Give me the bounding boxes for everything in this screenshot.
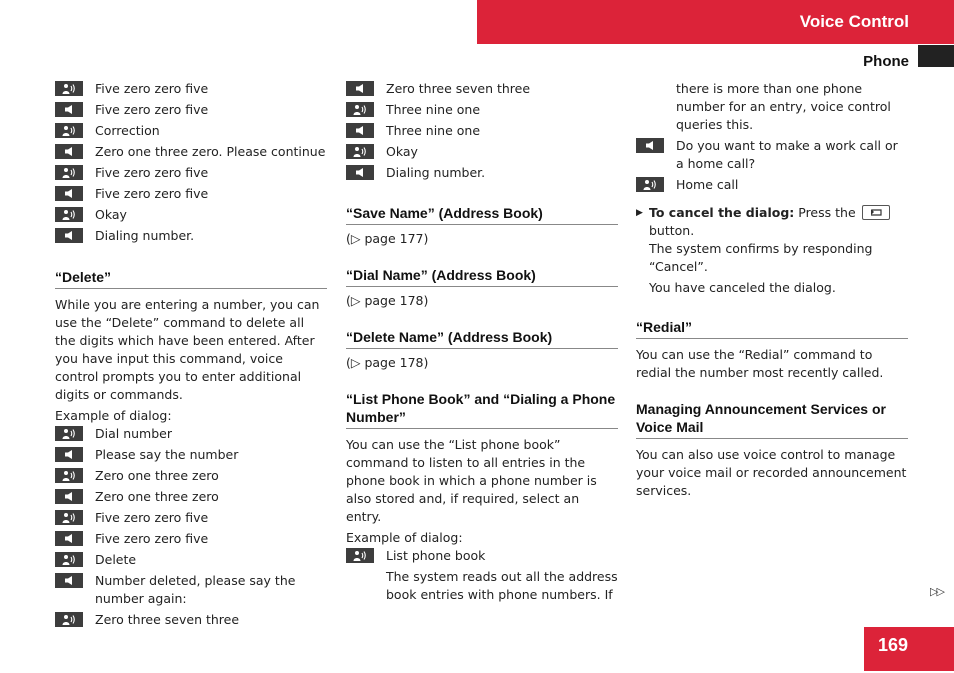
dialog-text: Okay <box>95 207 127 222</box>
dialog-text: Five zero zero five <box>95 186 209 201</box>
dialog-line-user <box>55 551 327 569</box>
speaker-icon <box>55 102 83 117</box>
dialog-line-system <box>55 101 327 119</box>
dialog-text: Five zero zero five <box>95 165 209 180</box>
dialog-line-user <box>55 164 327 182</box>
speaking-person-icon <box>55 207 83 222</box>
cancel-label: To cancel the dialog: <box>649 205 795 220</box>
dialog-line-system <box>346 164 618 182</box>
speaker-icon <box>55 573 83 588</box>
speaking-person-icon <box>55 510 83 525</box>
dialog-line-user <box>346 101 618 119</box>
speaker-icon <box>346 123 374 138</box>
dialog-line-system <box>55 446 327 464</box>
delete-body: While you are entering a number, you can use the “Delete” command to delete all the digits which have been entered. After you have input this command, voice control prompts you to enter additional digits or commands. <box>55 297 320 402</box>
column-1 <box>55 80 327 632</box>
dialog-text: Do you want to make a work call or a home call? <box>676 138 898 171</box>
example-label: Example of dialog: <box>346 530 463 545</box>
speaker-icon <box>636 138 664 153</box>
dialog-text: Dial number <box>95 426 172 441</box>
dialog-line-system <box>55 530 327 548</box>
dialog-text: Okay <box>386 144 418 159</box>
delete-name-heading: “Delete Name” (Address Book) <box>346 328 618 349</box>
speaking-person-icon <box>55 81 83 96</box>
save-name-heading: “Save Name” (Address Book) <box>346 204 618 225</box>
dialog-text: Zero one three zero. Please continue <box>95 144 326 159</box>
dialog-line-user <box>55 467 327 485</box>
dialog-text: Five zero zero five <box>95 102 209 117</box>
page-reference[interactable]: (▷ page 178) <box>346 293 429 308</box>
speaker-icon <box>55 531 83 546</box>
speaker-icon <box>55 186 83 201</box>
redial-heading: “Redial” <box>636 318 908 339</box>
speaking-person-icon <box>636 177 664 192</box>
dialog-line-user <box>636 176 908 194</box>
chapter-title: Voice Control <box>799 12 909 31</box>
cancel-text: Press the <box>798 205 856 220</box>
column-3 <box>636 80 908 500</box>
section-title: Phone <box>863 53 909 70</box>
continued-marker: ▷▷ <box>930 585 943 598</box>
dialog-text: Five zero zero five <box>95 510 209 525</box>
dialog-line-system <box>636 137 908 173</box>
page-reference[interactable]: (▷ page 177) <box>346 231 429 246</box>
back-button-icon <box>862 205 890 220</box>
speaking-person-icon <box>55 165 83 180</box>
page-number: 169 <box>878 635 909 655</box>
speaker-icon <box>55 447 83 462</box>
dialog-line-system <box>55 488 327 506</box>
cancel-result: You have canceled the dialog. <box>649 280 836 295</box>
cancel-text-end: button. <box>649 223 695 238</box>
dialog-text: Dialing number. <box>95 228 195 243</box>
dialog-line-user <box>55 425 327 443</box>
speaking-person-icon <box>346 144 374 159</box>
speaker-icon <box>346 81 374 96</box>
page-number-box <box>864 627 954 671</box>
dialog-note: The system reads out all the address book entries with phone numbers. If <box>386 569 618 602</box>
dialog-line-user <box>55 122 327 140</box>
page-reference[interactable]: (▷ page 178) <box>346 355 429 370</box>
dial-name-heading: “Dial Name” (Address Book) <box>346 266 618 287</box>
bullet-triangle-icon: ▶ <box>636 208 643 218</box>
redial-body: You can use the “Redial” command to redial the number most recently called. <box>636 347 884 380</box>
dialog-line-system <box>55 185 327 203</box>
dialog-text: Five zero zero five <box>95 531 209 546</box>
speaking-person-icon <box>55 612 83 627</box>
section-tab <box>918 45 954 67</box>
cancel-instruction <box>636 204 908 240</box>
dialog-line-user <box>346 143 618 161</box>
dialog-line-user <box>346 547 618 565</box>
delete-heading: “Delete” <box>55 268 327 289</box>
dialog-line-user <box>55 611 327 629</box>
chapter-header-bar <box>477 0 954 44</box>
dialog-text: Please say the number <box>95 447 239 462</box>
speaking-person-icon <box>346 548 374 563</box>
dialog-text: Zero three seven three <box>386 81 531 96</box>
dialog-text: Delete <box>95 552 137 567</box>
speaker-icon <box>55 144 83 159</box>
dialog-line-system <box>55 143 327 161</box>
dialog-text: Zero one three zero <box>95 468 219 483</box>
dialog-list <box>55 80 327 245</box>
dialog-list <box>636 137 908 194</box>
dialog-line-system <box>55 572 327 608</box>
list-phone-book-heading: “List Phone Book” and “Dialing a Phone Number” <box>346 390 618 429</box>
managing-body: You can also use voice control to manage your voice mail or recorded announcement services. <box>636 447 907 498</box>
cancel-confirm: The system confirms by responding “Cancel”. <box>649 241 873 274</box>
dialog-text: Five zero zero five <box>95 81 209 96</box>
dialog-list <box>55 425 327 629</box>
speaker-icon <box>346 165 374 180</box>
speaking-person-icon <box>55 426 83 441</box>
speaking-person-icon <box>346 102 374 117</box>
example-label: Example of dialog: <box>55 408 172 423</box>
list-phone-book-body: You can use the “List phone book” command to listen to all entries in the phone book in which a phone number is also stored and, if required, select an entry. <box>346 437 597 524</box>
column-2 <box>346 80 618 607</box>
dialog-list <box>346 80 618 182</box>
dialog-line-user <box>55 206 327 224</box>
dialog-text: List phone book <box>386 548 486 563</box>
dialog-text: Number deleted, please say the number again: <box>95 573 296 606</box>
dialog-text: Three nine one <box>386 102 481 117</box>
dialog-text: Three nine one <box>386 123 481 138</box>
speaker-icon <box>55 228 83 243</box>
dialog-text: Dialing number. <box>386 165 486 180</box>
speaking-person-icon <box>55 552 83 567</box>
managing-heading: Managing Announcement Services or Voice Mail <box>636 400 908 439</box>
dialog-text: Zero one three zero <box>95 489 219 504</box>
dialog-line-user <box>55 509 327 527</box>
dialog-text: Correction <box>95 123 160 138</box>
dialog-line-system <box>346 80 618 98</box>
dialog-note-continued: there is more than one phone number for an entry, voice control queries this. <box>676 81 891 132</box>
dialog-line-system <box>346 122 618 140</box>
speaking-person-icon <box>55 468 83 483</box>
dialog-text: Home call <box>676 177 739 192</box>
dialog-text: Zero three seven three <box>95 612 240 627</box>
dialog-line-system <box>55 227 327 245</box>
speaking-person-icon <box>55 123 83 138</box>
dialog-line-user <box>55 80 327 98</box>
speaker-icon <box>55 489 83 504</box>
